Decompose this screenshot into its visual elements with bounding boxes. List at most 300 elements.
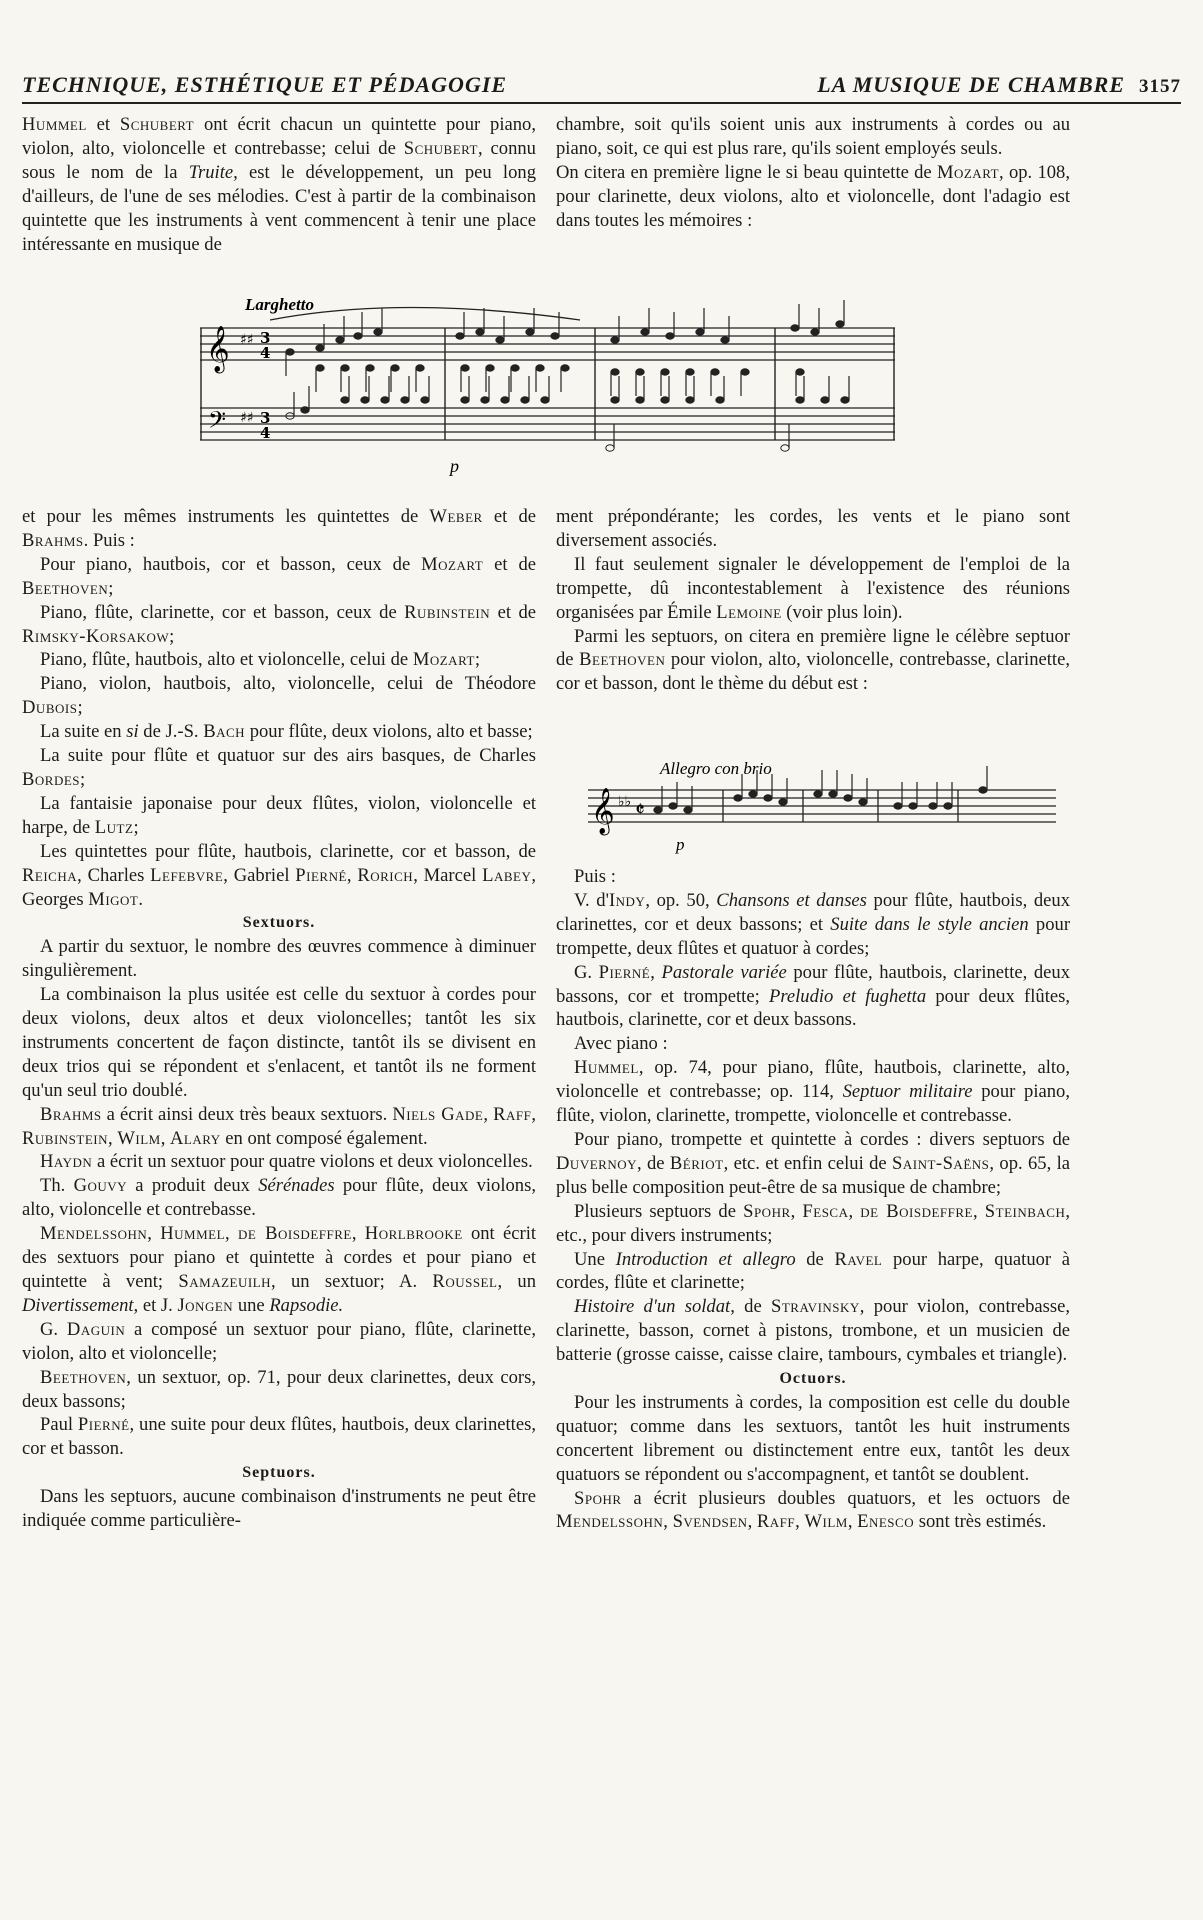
text-run: ,: [650, 961, 662, 983]
text-run: pour flûte, deux violons, alto, violoncelle et contrebasse.: [22, 1175, 536, 1221]
note-head: [929, 803, 937, 809]
text-run: a produit deux: [127, 1175, 259, 1197]
text-run: , op. 65, la plus belle composition peut-être de sa musique de chambre;: [556, 1152, 1071, 1198]
paragraph: [556, 161, 1070, 233]
note-head: [654, 807, 662, 813]
note-head: [734, 795, 742, 801]
time-sig-treble-bottom: 4: [260, 344, 271, 362]
text-run: On citera en première ligne le si beau quintette de: [556, 161, 937, 183]
text-run: , une suite pour deux flûtes, hautbois, deux clarinettes, cor et basson.: [22, 1414, 536, 1460]
text-run: a écrit plusieurs doubles quatuors, et les octuors de: [621, 1487, 1070, 1509]
paragraph: [22, 935, 536, 983]
text-run: , Charles: [77, 864, 151, 886]
text-run: ,: [663, 1511, 673, 1533]
composer-name: Schubert: [119, 114, 195, 135]
text-run: Dans les septuors, aucune combinaison d'instruments ne peut être indiquée comme particulière-: [22, 1486, 536, 1532]
treble-clef-icon: 𝄞: [206, 326, 230, 372]
text-run: a écrit un sextuor pour quatre violons et deux violoncelles.: [92, 1151, 533, 1173]
composer-name: Rubinstein: [404, 601, 491, 623]
text-run: ;: [77, 697, 83, 719]
note-head: [316, 345, 324, 351]
note-head: [661, 369, 669, 375]
treble-staff: [200, 328, 895, 360]
paragraph: [556, 625, 1070, 697]
note-head: [381, 397, 389, 403]
text-run: de J.-S.: [138, 721, 204, 743]
composer-name: Saint-Saëns: [892, 1152, 990, 1174]
note-head: [316, 365, 324, 371]
text-run: Puis :: [574, 866, 616, 887]
note-head: [286, 349, 294, 355]
text-run: , op. 50,: [645, 889, 717, 911]
paragraph: [556, 1056, 1070, 1128]
text-run: , etc. et enfin celui de: [723, 1152, 893, 1174]
composer-name: Beethoven: [40, 1366, 127, 1388]
text-run: ;: [474, 649, 481, 671]
text-run: A partir du sextuor, le nombre des œuvres commence à diminuer singulièrement.: [22, 936, 536, 982]
note-head: [841, 397, 849, 403]
composer-name: Lemoine: [716, 601, 782, 623]
note-head: [764, 795, 772, 801]
composer-name: Reicha: [22, 864, 78, 886]
note-head: [661, 397, 669, 403]
text-run: ,: [225, 1223, 238, 1245]
paragraph: [22, 505, 536, 553]
composer-name: Mendelssohn: [40, 1223, 148, 1245]
note-head: [481, 397, 489, 403]
note-head: [361, 397, 369, 403]
composer-name: Stravinsky: [771, 1296, 860, 1318]
work-title: Preludio et fughetta: [768, 985, 927, 1007]
text-run: ,: [483, 1103, 494, 1125]
text-run: , pour violon, contrebasse, clarinette, basson, cornet à pistons, trombone, et un musicien de batterie (grosse caisse, caisse claire, tambours, cymbales et triangle).: [556, 1296, 1070, 1366]
text-run: a composé un sextuor pour piano, flûte, clarinette, violon, alto et violoncelle;: [22, 1318, 536, 1364]
text-run: ,: [346, 864, 358, 886]
score1-notes: [286, 300, 849, 451]
text-run: ;: [133, 816, 139, 838]
text-run: Il faut seulement signaler le développement de l'emploi de la trompette, dû incontestablement à l'existence des réunions organisées par Émile: [556, 553, 1070, 623]
note-head: [611, 337, 619, 343]
composer-name: Indy: [608, 889, 646, 911]
text-run: en ont composé également.: [220, 1127, 428, 1149]
composer-name: Mendelssohn: [556, 1511, 664, 1533]
work-title: Sérénades: [258, 1175, 335, 1197]
text-run: ,: [973, 1200, 985, 1222]
text-run: ,: [531, 1103, 536, 1125]
text-run: pour piano, flûte, violon, clarinette, trompette, violoncelle et contrebasse.: [556, 1081, 1071, 1127]
text-run: , un sextuor; A.: [271, 1271, 433, 1292]
note-head: [666, 333, 674, 339]
text-run: ,: [108, 1127, 118, 1149]
paragraph: [22, 983, 536, 1103]
note-head: [354, 333, 362, 339]
note-head: [636, 397, 644, 403]
composer-name: Bériot: [669, 1152, 724, 1174]
text-run: Pour piano, hautbois, cor et basson, ceux de: [40, 553, 422, 575]
text-run: ;: [169, 625, 175, 647]
note-head: [416, 365, 424, 371]
composer-name: Rorich: [357, 864, 414, 886]
text-run: Paul: [40, 1414, 78, 1436]
paragraph: [556, 1032, 1070, 1056]
work-title: Rapsodie.: [269, 1294, 344, 1316]
note-head: [476, 329, 484, 335]
composer-name: Fesca: [802, 1200, 849, 1222]
note-head: [859, 799, 867, 805]
text-run: , un: [497, 1271, 536, 1292]
composer-name: Brahms: [22, 529, 84, 551]
composer-name: Wilm: [804, 1511, 848, 1533]
note-head: [341, 365, 349, 371]
paragraph: [22, 601, 536, 649]
text-run: ont écrit des sextuors pour piano et quintette à cordes et pour piano et quintette à vent;: [22, 1223, 537, 1292]
text-run: Avec piano :: [574, 1033, 668, 1055]
composer-name: Spohr: [574, 1487, 622, 1509]
text-run: ,: [351, 1223, 365, 1245]
note-head: [716, 397, 724, 403]
text-run: sont très estimés.: [914, 1511, 1047, 1533]
note-head: [561, 365, 569, 371]
text-run: ;: [108, 577, 114, 599]
composer-name: Wilm: [117, 1127, 161, 1149]
note-head: [641, 329, 649, 335]
composer-name: Dubois: [22, 697, 78, 719]
text-run: ,: [790, 1200, 803, 1222]
text-run: pour harpe, quatuor à cordes, flûte et clarinette;: [556, 1248, 1070, 1294]
note-head: [374, 329, 382, 335]
note-head: [301, 407, 309, 413]
note-head: [606, 445, 614, 451]
section-heading: Septuors.: [242, 1464, 316, 1482]
paragraph: [22, 1366, 536, 1414]
composer-name: Spohr: [743, 1200, 791, 1222]
text-run: G.: [40, 1318, 67, 1340]
composer-name: Lefebvre: [150, 864, 224, 886]
composer-name: Beethoven: [22, 577, 109, 599]
note-head: [401, 397, 409, 403]
paragraph: [22, 744, 536, 792]
composer-name: Ravel: [834, 1248, 883, 1270]
paragraph: [22, 1485, 536, 1533]
text-run: pour flûte, hautbois, clarinette, deux bassons, cor et trompette;: [556, 961, 1070, 1007]
composer-name: Haydn: [40, 1151, 93, 1173]
page-number: 3157: [1139, 76, 1181, 97]
note-head: [944, 803, 952, 809]
note-head: [829, 791, 837, 797]
text-run: ;: [80, 768, 86, 790]
paragraph: [556, 1200, 1070, 1248]
column-right-top: [556, 113, 1070, 233]
section-heading: Sextuors.: [242, 914, 316, 932]
header-right-title: LA MUSIQUE DE CHAMBRE: [817, 72, 1125, 97]
text-run: Th.: [40, 1175, 74, 1197]
common-time-alla-breve-icon: 𝄵: [635, 798, 645, 823]
note-head: [391, 365, 399, 371]
key-signature-treble: ♯♯: [240, 332, 254, 348]
note-head: [501, 397, 509, 403]
note-head: [636, 369, 644, 375]
paragraph: [22, 1103, 536, 1151]
paragraph: [556, 1391, 1070, 1487]
text-run: La suite pour flûte et quatuor sur des airs basques, de Charles: [40, 745, 536, 767]
composer-name: Samazeuilh: [178, 1271, 272, 1292]
time-sig-treble-top: 3: [260, 329, 271, 347]
composer-name: de Boisdeffre: [860, 1200, 973, 1222]
note-head: [336, 337, 344, 343]
note-head: [894, 803, 902, 809]
note-head: [711, 369, 719, 375]
paragraph: [22, 1150, 536, 1174]
text-run: ont écrit chacun un quintette pour piano, violon, alto, violoncelle et contrebasse; celui de: [22, 114, 536, 159]
note-head: [551, 333, 559, 339]
composer-name: Steinbach: [984, 1200, 1066, 1222]
text-run: , Gabriel: [223, 864, 296, 886]
composer-name: Svendsen: [672, 1511, 748, 1533]
note-head: [611, 369, 619, 375]
note-head: [669, 803, 677, 809]
text-run: La combinaison la plus usitée est celle du sextuor à cordes pour deux violons, deux altos et deux violoncelles; tantôt les six instruments concertent de façon distincte, tantôt ils se divisent en deux trios qui se répondent et s'enlacent, et tantôt ils ne forment qu'un seul trio doublé.: [22, 984, 536, 1101]
composer-name: Raff: [493, 1103, 532, 1125]
paragraph: [556, 1295, 1070, 1367]
paragraph: [22, 648, 536, 672]
composer-name: Niels Gade: [392, 1103, 484, 1125]
note-head: [821, 397, 829, 403]
composer-name: Bach: [203, 721, 246, 743]
treble-clef-icon: 𝄞: [591, 788, 615, 834]
text-run: La fantaisie japonaise pour deux flûtes, violon, violoncelle et harpe, de: [22, 792, 536, 838]
text-run: , un sextuor, op. 71, pour deux clarinettes, deux cors, deux bassons;: [22, 1366, 536, 1412]
composer-name: Migot: [88, 888, 139, 910]
composer-name: de Boisdeffre: [237, 1223, 352, 1245]
text-run: , Marcel: [413, 864, 483, 886]
text-run: de: [734, 1296, 772, 1318]
dynamic-marking-p: p: [676, 835, 685, 854]
column-right-middle: [556, 505, 1070, 696]
text-run: et: [86, 114, 120, 135]
composer-name: Mozart: [421, 553, 484, 575]
paragraph: [22, 792, 536, 840]
text-run: Une: [574, 1248, 616, 1270]
composer-name: Rimsky-Korsakow: [22, 625, 170, 647]
text-run: Piano, flûte, clarinette, cor et basson, ceux de: [40, 601, 405, 623]
header-left-title: TECHNIQUE, ESTHÉTIQUE ET PÉDAGOGIE: [22, 72, 508, 97]
composer-name: Lutz: [94, 816, 134, 838]
note-head: [461, 397, 469, 403]
paragraph: [556, 505, 1070, 553]
paragraph: [22, 113, 536, 256]
work-title: Introduction et allegro: [615, 1248, 796, 1270]
text-run: .: [138, 888, 144, 910]
note-head: [486, 365, 494, 371]
text-run: G.: [574, 961, 599, 983]
note-head: [696, 329, 704, 335]
text-run: ment prépondérante; les cordes, les vents et le piano sont diversement associés.: [556, 506, 1070, 551]
column-right-bottom: [556, 865, 1070, 1534]
text-run: , op. 74, pour piano, flûte, hautbois, clarinette, alto, violoncelle et contrebasse; op. 114,: [556, 1057, 1070, 1103]
work-title: Suite dans le style ancien: [830, 913, 1029, 935]
work-title: Truite,: [188, 161, 238, 183]
time-sig-bass-bottom: 4: [260, 424, 271, 442]
note-head: [749, 791, 757, 797]
work-title: si: [126, 721, 139, 743]
text-run: pour deux flûtes, hautbois, clarinette, cor et deux bassons.: [556, 985, 1070, 1031]
composer-name: Schubert: [403, 137, 478, 159]
text-run: , Georges: [22, 864, 536, 910]
paragraph: [22, 1174, 536, 1222]
text-run: et de: [490, 601, 537, 623]
section-heading: Octuors.: [779, 1370, 847, 1388]
paragraph: [556, 553, 1070, 625]
score-tempo-allegro: Allegro con brio: [660, 760, 772, 778]
note-head: [741, 369, 749, 375]
text-run: pour violon, alto, violoncelle, contrebasse, clarinette, cor et basson, dont le thème du début est :: [556, 649, 1070, 695]
score-tempo-larghetto: Larghetto: [245, 295, 314, 314]
note-head: [686, 369, 694, 375]
composer-name: Enesco: [857, 1511, 915, 1533]
note-head: [684, 807, 692, 813]
composer-name: Labey: [482, 864, 532, 886]
running-header: [22, 72, 1181, 104]
text-run: ,: [795, 1511, 805, 1533]
work-title: Divertissement,: [22, 1294, 139, 1316]
composer-name: Rubinstein: [22, 1127, 109, 1149]
text-run: Pour piano, trompette et quintette à cordes : divers septuors de: [574, 1128, 1070, 1150]
paragraph: [22, 840, 536, 912]
text-run: Parmi les septuors, on citera en première ligne le célèbre septuor de: [556, 625, 1070, 671]
text-run: une: [233, 1294, 270, 1316]
note-head: [421, 397, 429, 403]
column-left-bottom: [22, 505, 536, 1533]
text-run: de: [795, 1248, 835, 1270]
paragraph: [556, 961, 1070, 1033]
note-head: [686, 397, 694, 403]
work-title: Histoire d'un soldat,: [574, 1296, 735, 1318]
text-run: Piano, flûte, hautbois, alto et violoncelle, celui de: [40, 649, 413, 671]
note-head: [541, 397, 549, 403]
music-score-allegro: [588, 760, 1058, 860]
composer-name: Beethoven: [579, 649, 666, 671]
text-run: pour flûte, deux violons, alto et basse;: [245, 721, 533, 743]
text-run: ,: [848, 1200, 861, 1222]
composer-name: Duvernoy: [556, 1152, 637, 1174]
text-run: V. d': [574, 889, 609, 911]
paragraph: [556, 1487, 1070, 1535]
composer-name: Hummel: [22, 114, 87, 135]
composer-name: Brahms: [40, 1103, 102, 1125]
text-run: pour flûte, hautbois, deux clarinettes, cor et deux bassons; et: [556, 889, 1070, 935]
composer-name: Horlbrooke: [364, 1223, 463, 1245]
text-run: et de: [482, 506, 537, 527]
text-run: a écrit ainsi deux très beaux sextuors.: [101, 1103, 393, 1125]
work-title: Pastorale variée: [661, 961, 787, 983]
bass-clef-icon: 𝄢: [208, 406, 227, 439]
paragraph: [22, 672, 536, 720]
paragraph: [22, 1413, 536, 1461]
composer-name: Jongen: [177, 1294, 234, 1316]
text-run: Plusieurs septuors de: [574, 1200, 744, 1222]
note-head: [796, 397, 804, 403]
note-head: [341, 397, 349, 403]
text-run: et pour les mêmes instruments les quintettes de: [22, 506, 430, 527]
note-head: [721, 337, 729, 343]
note-head: [521, 397, 529, 403]
text-run: La suite en: [40, 721, 127, 743]
text-run: (voir plus loin).: [781, 601, 903, 623]
paragraph: [556, 889, 1070, 961]
note-head: [461, 365, 469, 371]
barlines: [201, 328, 894, 440]
note-head: [844, 795, 852, 801]
header-right: [817, 72, 1181, 98]
text-run: ,: [160, 1127, 170, 1149]
composer-name: Roussel: [432, 1271, 498, 1292]
text-run: . Puis :: [83, 529, 135, 551]
note-head: [796, 369, 804, 375]
key-signature-bass: ♯♯: [240, 410, 254, 426]
composer-name: Pierné: [598, 961, 651, 983]
note-head: [366, 365, 374, 371]
paragraph: [556, 1128, 1070, 1200]
composer-name: Pierné: [77, 1414, 130, 1436]
key-signature-flats: ♭♭: [618, 794, 632, 810]
text-run: , etc., pour divers instruments;: [556, 1200, 1070, 1246]
paragraph: [556, 1248, 1070, 1296]
text-run: , de: [636, 1152, 670, 1174]
composer-name: Hummel: [574, 1057, 639, 1079]
note-head: [511, 365, 519, 371]
composer-name: Daguin: [66, 1318, 126, 1340]
paragraph: [22, 720, 536, 744]
text-run: Les quintettes pour flûte, hautbois, clarinette, cor et basson, de: [40, 840, 536, 862]
text-run: ,: [147, 1223, 161, 1245]
note-head: [909, 803, 917, 809]
note-head: [811, 329, 819, 335]
text-run: , op. 108, pour clarinette, deux violons, alto et violoncelle, dont l'adagio est dans toutes les mémoires :: [556, 161, 1070, 231]
text-run: est le développement, un peu long d'ailleurs, de l'une de ses mélodies. C'est à partir de la combinaison quintette que les instruments à vent commencent à tenir une place intéressante en musique de: [22, 161, 536, 255]
note-head: [611, 397, 619, 403]
work-title: Chansons et danses: [716, 889, 867, 911]
work-title: Septuor militaire: [842, 1081, 973, 1103]
text-run: ,: [747, 1511, 757, 1533]
text-run: , connu sous le nom de la: [22, 137, 536, 183]
composer-name: Mozart: [412, 649, 475, 671]
composer-name: Bordes: [22, 768, 81, 790]
text-run: Pour les instruments à cordes, la composition est celle du double quatuor; comme dans les sextuors, tantôt les huit instruments concertent librement ou distinctement entre eux, tantôt les deux quatuors se répondent ou s'accompagnent, et tantôt se doublent.: [556, 1391, 1070, 1485]
paragraph: [556, 865, 1070, 889]
composer-name: Pierné: [295, 864, 347, 886]
note-head: [779, 799, 787, 805]
dynamic-marking-p: p: [450, 456, 459, 476]
note-head: [526, 329, 534, 335]
composer-name: Alary: [170, 1127, 221, 1149]
paragraph: [22, 1318, 536, 1366]
composer-name: Raff: [756, 1511, 796, 1533]
note-head: [791, 325, 799, 331]
note-head: [456, 333, 464, 339]
text-run: Piano, violon, hautbois, alto, violoncelle, celui de Théodore: [40, 673, 536, 695]
paragraph: [22, 553, 536, 601]
composer-name: Hummel: [160, 1223, 226, 1245]
note-head: [836, 321, 844, 327]
music-score-larghetto: [200, 290, 900, 490]
note-head: [979, 787, 987, 793]
column-left-top: [22, 113, 536, 256]
paragraph: [22, 1222, 536, 1318]
text-run: ,: [847, 1511, 858, 1533]
composer-name: Mozart: [936, 161, 1000, 183]
note-head: [781, 445, 789, 451]
text-run: pour trompette, deux flûtes et quatuor à cordes;: [556, 913, 1071, 959]
